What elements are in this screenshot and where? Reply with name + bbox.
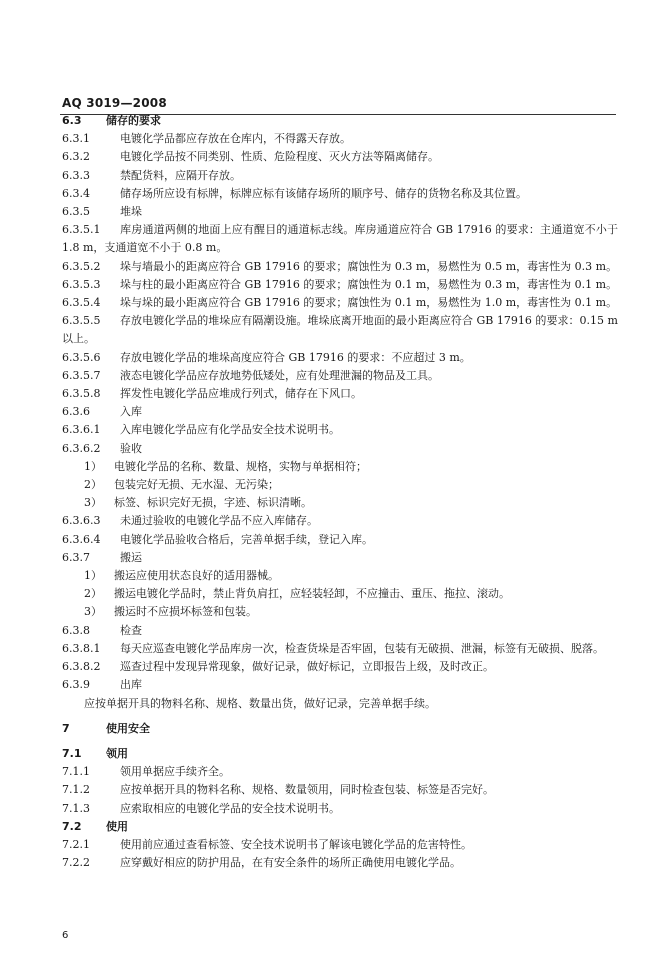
- clause-text: 液态电镀化学品应存放地势低矮处，应有处理泄漏的物品及工具。: [120, 368, 439, 382]
- clause-number: 6.3.6.2: [62, 441, 101, 455]
- clause-number: 6.3: [62, 114, 82, 127]
- clause-line: [62, 818, 618, 836]
- clause-text: 使用: [106, 819, 128, 833]
- clause-number: 2）: [84, 478, 102, 492]
- clause-number: 6.3.9: [62, 678, 90, 692]
- clause-line: [62, 385, 618, 403]
- clause-number: 7.2.1: [62, 837, 90, 851]
- clause-text: 电镀化学品都应存放在仓库内，不得露天存放。: [120, 132, 351, 146]
- clause-text: 检查: [120, 623, 142, 637]
- clause-line: [62, 640, 618, 658]
- clause-number: 6.3.6.4: [62, 532, 101, 546]
- clause-number: 2）: [84, 587, 102, 601]
- clause-line: [62, 720, 618, 738]
- standard-header: AQ 3019—2008: [62, 96, 167, 110]
- clause-line: [62, 549, 618, 567]
- clause-text: 挥发性电镀化学品应堆成行列式，储存在下风口。: [120, 387, 362, 401]
- clause-line: [62, 294, 618, 312]
- document-body: [62, 112, 618, 872]
- clause-text: 搬运时不应损坏标签和包装。: [114, 605, 257, 619]
- clause-number: 6.3.6.1: [62, 423, 101, 437]
- clause-number: 6.3.3: [62, 168, 90, 182]
- clause-line: [62, 130, 618, 148]
- clause-line: [62, 836, 618, 854]
- clause-text: 库房通道两侧的地面上应有醒目的通道标志线。库房通道应符合 GB 17916 的要求：主通道宽不小于 1.8 m，支通道宽不小于 0.8 m。: [62, 223, 618, 255]
- clause-number: 3）: [84, 605, 102, 619]
- clause-text: 领用单据应手续齐全。: [120, 765, 230, 779]
- list-item: [62, 476, 618, 494]
- clause-line: [62, 185, 618, 203]
- clause-line: [62, 763, 618, 781]
- clause-number: 6.3.8: [62, 623, 90, 637]
- clause-text: 电镀化学品验收合格后，完善单据手续，登记入库。: [120, 532, 373, 546]
- clause-line: [62, 622, 618, 640]
- clause-number: 7.2: [62, 819, 82, 833]
- clause-line: [62, 221, 618, 257]
- clause-number: 1）: [84, 459, 102, 473]
- clause-line: [62, 403, 618, 421]
- clause-text: 垛与柱的最小距离应符合 GB 17916 的要求；腐蚀性为 0.1 m，易燃性为 0.3 m，毒害性为 0.1 m。: [120, 277, 618, 291]
- clause-line: [62, 148, 618, 166]
- clause-text: 标签、标识完好无损，字迹、标识清晰。: [114, 496, 312, 510]
- clause-number: 6.3.5.1: [62, 223, 101, 237]
- clause-number: 7.1.3: [62, 801, 90, 815]
- clause-number: 6.3.8.1: [62, 641, 101, 655]
- clause-number: 6.3.5.7: [62, 368, 101, 382]
- clause-text: 领用: [106, 746, 128, 760]
- clause-text: 应按单据开具的物料名称、规格、数量出货，做好记录，完善单据手续。: [84, 696, 436, 710]
- clause-number: 7.1.2: [62, 783, 90, 797]
- clause-line: [62, 367, 618, 385]
- list-item: [62, 603, 618, 621]
- clause-number: 7: [62, 721, 70, 735]
- list-item: [62, 458, 618, 476]
- clause-text: 未通过验收的电镀化学品不应入库储存。: [120, 514, 318, 528]
- clause-text: 存放电镀化学品的堆垛应有隔潮设施。堆垛底离开地面的最小距离应符合 GB 17916 的要求：0.15 m 以上。: [62, 314, 618, 346]
- clause-number: 7.2.2: [62, 856, 90, 870]
- clause-number: 6.3.1: [62, 132, 90, 146]
- clause-text: 垛与垛的最小距离应符合 GB 17916 的要求；腐蚀性为 0.1 m，易燃性为 1.0 m，毒害性为 0.1 m。: [120, 296, 618, 310]
- clause-line: [62, 854, 618, 872]
- list-item: [62, 567, 618, 585]
- clause-line: [62, 312, 618, 348]
- clause-line: [62, 258, 618, 276]
- clause-line: [62, 440, 618, 458]
- clause-text: 应穿戴好相应的防护用品，在有安全条件的场所正确使用电镀化学品。: [120, 856, 461, 870]
- clause-text: 应索取相应的电镀化学品的安全技术说明书。: [120, 801, 340, 815]
- clause-number: 3）: [84, 496, 102, 510]
- clause-number: 6.3.4: [62, 186, 90, 200]
- clause-text: 搬运应使用状态良好的适用器械。: [114, 569, 279, 583]
- clause-number: 6.3.6.3: [62, 514, 101, 528]
- clause-number: 6.3.5.4: [62, 296, 101, 310]
- clause-number: 1）: [84, 569, 102, 583]
- clause-line: [62, 745, 618, 763]
- clause-line: [62, 203, 618, 221]
- clause-line: [62, 781, 618, 799]
- clause-number: 7.1.1: [62, 765, 90, 779]
- clause-text: 储存的要求: [106, 114, 161, 127]
- clause-number: 6.3.7: [62, 550, 90, 564]
- clause-line: [62, 349, 618, 367]
- list-item: [62, 494, 618, 512]
- clause-text: 搬运: [120, 550, 142, 564]
- clause-text: 使用安全: [106, 721, 150, 735]
- clause-number: 6.3.5: [62, 205, 90, 219]
- clause-line: [62, 676, 618, 694]
- clause-number: 6.3.8.2: [62, 660, 101, 674]
- clause-line: [62, 658, 618, 676]
- clause-line: [62, 276, 618, 294]
- clause-number: 6.3.6: [62, 405, 90, 419]
- clause-text: 验收: [120, 441, 142, 455]
- clause-text: 出库: [120, 678, 142, 692]
- clause-text: 存放电镀化学品的堆垛高度应符合 GB 17916 的要求：不应超过 3 m。: [120, 350, 471, 364]
- clause-number: 6.3.2: [62, 150, 90, 164]
- clause-text: 入库: [120, 405, 142, 419]
- clause-text: 巡查过程中发现异常现象，做好记录，做好标记，立即报告上级，及时改正。: [120, 660, 494, 674]
- clause-text: 禁配货料，应隔开存放。: [120, 168, 241, 182]
- page-number: 6: [62, 930, 69, 941]
- list-item: [62, 585, 618, 603]
- clause-text: 每天应巡查电镀化学品库房一次，检查货垛是否牢固，包装有无破损、泄漏，标签有无破损、脱落。: [120, 641, 604, 655]
- clause-text: 电镀化学品按不同类别、性质、危险程度、灭火方法等隔离储存。: [120, 150, 439, 164]
- clause-number: 6.3.5.8: [62, 387, 101, 401]
- clause-number: 6.3.5.6: [62, 350, 101, 364]
- clause-line: [62, 167, 618, 185]
- clause-text: 包装完好无损、无水湿、无污染；: [114, 478, 279, 492]
- clause-text: 使用前应通过查看标签、安全技术说明书了解该电镀化学品的危害特性。: [120, 837, 472, 851]
- clause-number: 7.1: [62, 746, 82, 760]
- clause-text: 堆垛: [120, 205, 142, 219]
- clause-line: [62, 531, 618, 549]
- clause-text: 储存场所应设有标牌，标牌应标有该储存场所的顺序号、储存的货物名称及其位置。: [120, 186, 527, 200]
- clause-number: 6.3.5.2: [62, 259, 101, 273]
- clause-text: 应按单据开具的物料名称、规格、数量领用，同时检查包装、标签是否完好。: [120, 783, 494, 797]
- clause-line: [62, 800, 618, 818]
- clause-text: 电镀化学品的名称、数量、规格，实物与单据相符；: [114, 459, 367, 473]
- clause-text: 入库电镀化学品应有化学品安全技术说明书。: [120, 423, 340, 437]
- clause-number: 6.3.5.5: [62, 314, 101, 328]
- clause-text: 搬运电镀化学品时，禁止背负肩扛，应轻装轻卸，不应撞击、重压、拖拉、滚动。: [114, 587, 510, 601]
- clause-line: [62, 421, 618, 439]
- clause-line: [62, 112, 618, 130]
- clause-text: 垛与墙最小的距离应符合 GB 17916 的要求；腐蚀性为 0.3 m，易燃性为 0.5 m，毒害性为 0.3 m。: [120, 259, 618, 273]
- clause-line: [62, 695, 618, 713]
- clause-line: [62, 512, 618, 530]
- clause-number: 6.3.5.3: [62, 277, 101, 291]
